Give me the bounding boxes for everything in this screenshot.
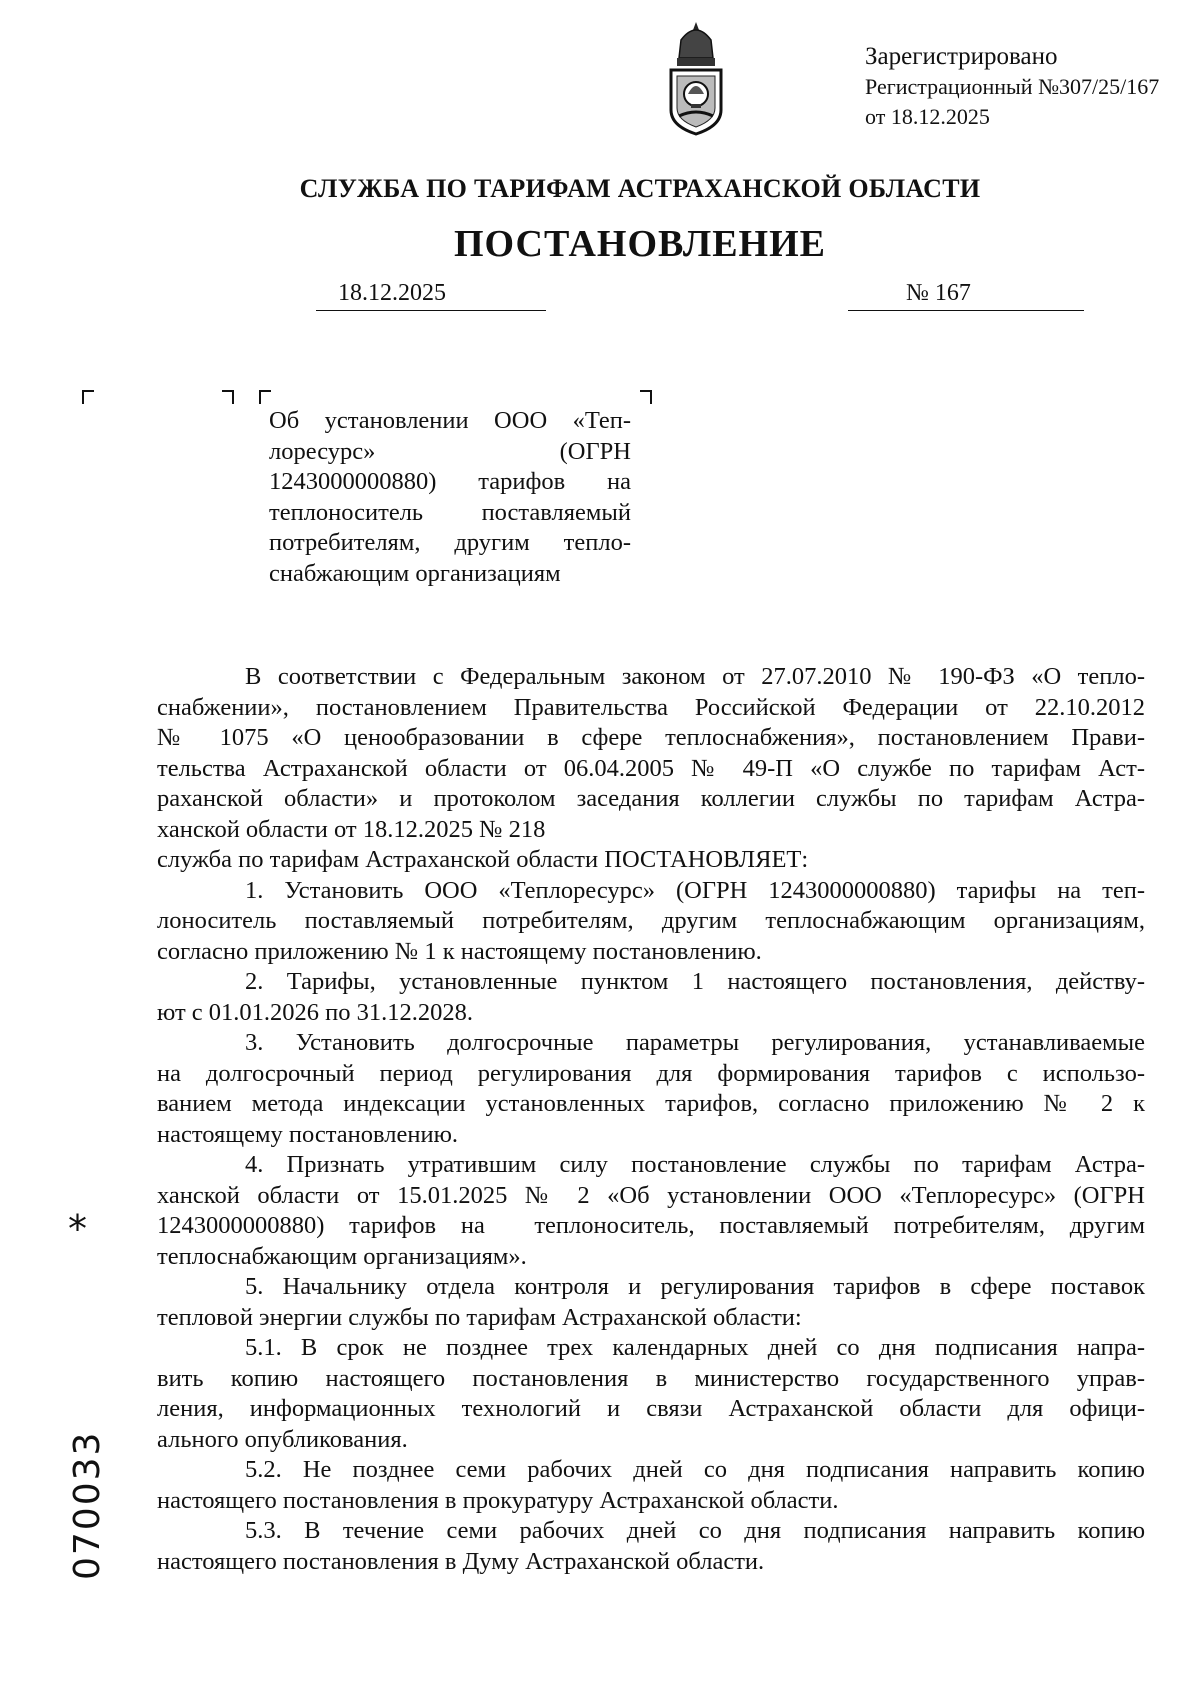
body-line: ханской области от 18.12.2025 № 218 xyxy=(157,815,546,843)
clause-5-line: тепловой энергии службы по тарифам Астраханской области: xyxy=(157,1303,802,1331)
subject-line: лоресурс» (ОГРН xyxy=(269,437,631,465)
clause-5-1-line: 5.1. В срок не позднее трех календарных дней со дня подписания напра- xyxy=(245,1334,1145,1361)
clause-1-line: 1. Установить ООО «Теплоресурс» (ОГРН 1243000000880) тарифы на теп- xyxy=(245,876,1145,904)
clause-3-line: на долгосрочный период регулирования для формирования тарифов с использо- xyxy=(157,1059,1145,1087)
clause-5-3-line: 5.3. В течение семи рабочих дней со дня подписания направить копию xyxy=(245,1517,1145,1544)
clause-5-2-line: настоящего постановления в прокуратуру Астраханской области. xyxy=(157,1486,839,1514)
clause-1-line: согласно приложению № 1 к настоящему постановлению. xyxy=(157,937,762,965)
agency-title: СЛУЖБА ПО ТАРИФАМ АСТРАХАНСКОЙ ОБЛАСТИ xyxy=(299,174,981,203)
document-type-title: ПОСТАНОВЛЕНИЕ xyxy=(453,223,827,265)
clause-1-line: лоноситель поставляемый потребителям, другим теплоснабжающим организациям, xyxy=(157,907,1145,934)
registration-stamp xyxy=(865,42,1159,132)
body-line: раханской области» и протоколом заседания коллегии службы по тарифам Астра- xyxy=(157,785,1145,812)
body-line: В соответствии с Федеральным законом от 27.07.2010 № 190-ФЗ «О тепло- xyxy=(245,663,1145,690)
document-number-field xyxy=(848,282,1084,311)
clause-5-1-line: ального опубликования. xyxy=(157,1425,408,1453)
clause-2-line: 2. Тарифы, установленные пунктом 1 настоящего постановления, действу- xyxy=(245,968,1145,995)
document-subject xyxy=(269,406,631,589)
subject-line: Об установлении ООО «Теп- xyxy=(269,407,631,434)
margin-serial-code: 070033 xyxy=(67,1430,108,1580)
subject-line: теплоноситель поставляемый xyxy=(269,498,631,526)
clause-4-line: теплоснабжающим организациям». xyxy=(157,1242,527,1270)
astrakhan-coat-of-arms-icon xyxy=(655,18,737,138)
body-line: тельства Астраханской области от 06.04.2005 № 49-П «О службе по тарифам Аст- xyxy=(157,754,1145,782)
subject-line: 1243000000880) тарифов на xyxy=(269,468,631,495)
clause-5-2-line: 5.2. Не позднее семи рабочих дней со дня подписания направить копию xyxy=(245,1456,1145,1483)
clause-3-line: ванием метода индексации установленных тарифов, согласно приложению № 2 к xyxy=(157,1090,1145,1117)
clause-2-line: ют с 01.01.2026 по 31.12.2028. xyxy=(157,998,474,1026)
corner-mark xyxy=(259,390,271,404)
clause-4-line: ханской области от 15.01.2025 № 2 «Об установлении ООО «Теплоресурс» (ОГРН xyxy=(157,1181,1145,1209)
corner-mark xyxy=(82,390,94,404)
clause-4-line: 4. Признать утратившим силу постановление службы по тарифам Астра- xyxy=(245,1151,1145,1178)
registered-label: Зарегистрировано xyxy=(865,43,1058,70)
clause-5-1-line: ления, информационных технологий и связи Астраханской области для офици- xyxy=(157,1395,1145,1422)
clause-5-line: 5. Начальнику отдела контроля и регулирования тарифов в сфере поставок xyxy=(245,1273,1145,1300)
clause-3-line: настоящему постановлению. xyxy=(157,1120,458,1148)
clause-5-3-line: настоящего постановления в Думу Астраханской области. xyxy=(157,1547,765,1575)
document-number: № 167 xyxy=(906,280,971,306)
clause-5-1-line: вить копию настоящего постановления в министерство государственного управ- xyxy=(157,1364,1145,1392)
registration-date: от 18.12.2025 xyxy=(865,104,990,129)
body-line: снабжении», постановлением Правительства Российской Федерации от 22.10.2012 xyxy=(157,693,1145,721)
clause-4-line: 1243000000880) тарифов на теплоноситель, поставляемый потребителям, другим xyxy=(157,1212,1145,1239)
subject-line: потребителям, другим тепло- xyxy=(269,529,631,556)
body-line: служба по тарифам Астраханской области ПОСТАНОВЛЯЕТ: xyxy=(157,846,809,873)
subject-line: снабжающим организациям xyxy=(269,559,561,587)
document-date-field xyxy=(316,282,546,311)
registration-number: Регистрационный №307/25/167 xyxy=(865,74,1160,99)
document-body xyxy=(157,662,1145,1577)
margin-mark: * xyxy=(68,1207,87,1251)
document-date: 18.12.2025 xyxy=(338,280,446,306)
body-line: № 1075 «О ценообразовании в сфере теплоснабжения», постановлением Прави- xyxy=(157,724,1145,751)
clause-3-line: 3. Установить долгосрочные параметры регулирования, устанавливаемые xyxy=(245,1029,1145,1056)
corner-mark xyxy=(640,390,652,404)
corner-mark xyxy=(222,390,234,404)
